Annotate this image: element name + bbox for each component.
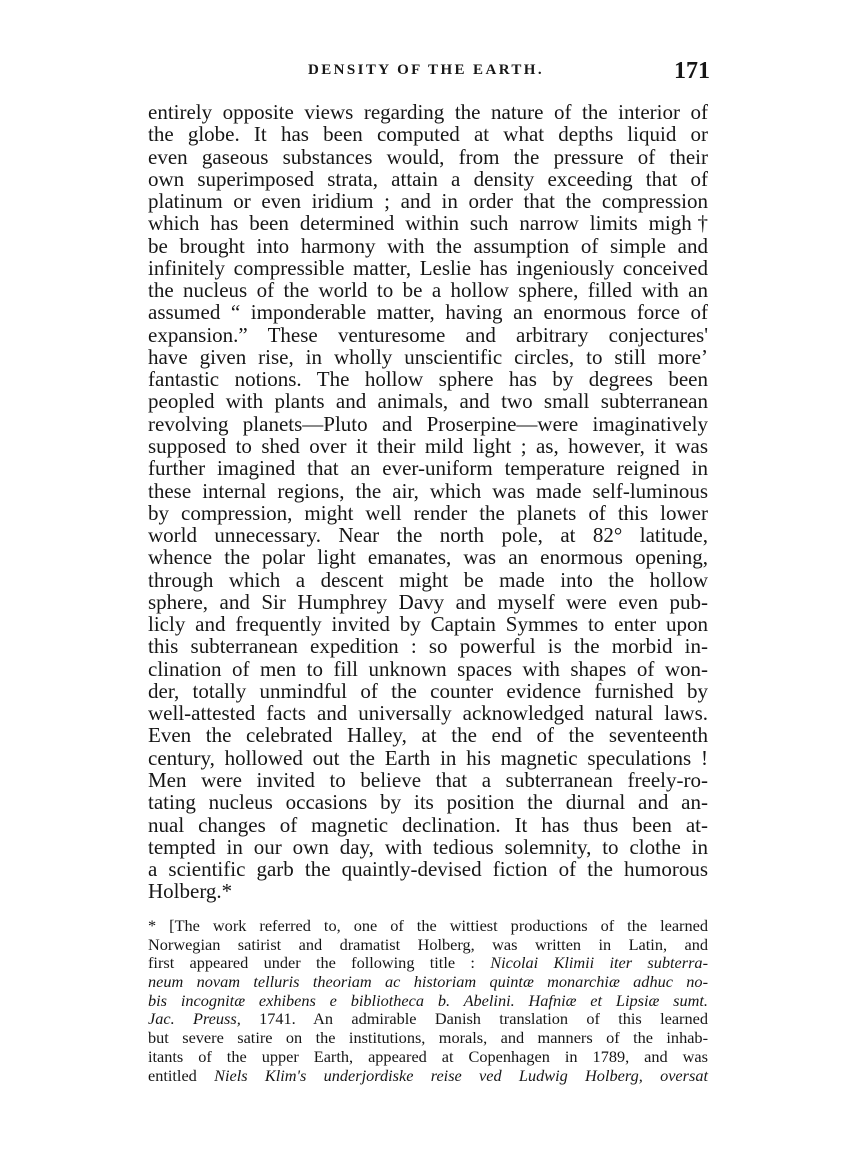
text-line: this subterranean expedition : so powerful is the morbid in- bbox=[148, 634, 708, 659]
text-line: supposed to shed over it their mild light ; as, however, it was bbox=[148, 433, 708, 458]
text-line: fantastic notions. The hollow sphere has by degrees been bbox=[148, 367, 708, 392]
text-line: Holberg.* bbox=[148, 879, 233, 904]
text-line: the nucleus of the world to be a hollow sphere, filled with an bbox=[148, 278, 708, 303]
footnote-line: bis incognitæ exhibens e bibliotheca b. Abelini. Hafniæ et Lipsiæ sumt. bbox=[148, 990, 708, 1010]
text-line: well-attested facts and universally acknowledged natural laws. bbox=[148, 701, 708, 726]
footnote-line: Norwegian satirist and dramatist Holberg, was written in Latin, and bbox=[148, 934, 708, 954]
footnote-line bbox=[148, 1067, 708, 1086]
text-line: assumed “ imponderable matter, having an enormous force of bbox=[148, 300, 708, 325]
text-line: have given rise, in wholly unscientific circles, to still more’ bbox=[148, 344, 708, 369]
text-line: sphere, and Sir Humphrey Davy and myself were even pub- bbox=[148, 589, 708, 614]
text-line: whence the polar light emanates, was an enormous opening, bbox=[148, 545, 708, 570]
text-line: these internal regions, the air, which was made self-luminous bbox=[148, 478, 708, 503]
page-number: 171 bbox=[674, 58, 710, 84]
text-line: expansion.” These venturesome and arbitrary conjectures' bbox=[148, 322, 708, 347]
footnote-line: * [The work referred to, one of the wittiest productions of the learned bbox=[148, 916, 708, 935]
text-line: tempted in our own day, with tedious solemnity, to clothe in bbox=[148, 834, 708, 859]
text-line: the globe. It has been computed at what depths liquid or bbox=[148, 122, 708, 147]
text-line: tating nucleus occasions by its position the diurnal and an- bbox=[148, 790, 708, 815]
footnote-text: entitled bbox=[148, 1065, 215, 1085]
text-line: Men were invited to believe that a subterranean freely-ro- bbox=[148, 767, 708, 792]
text-line: world unnecessary. Near the north pole, at 82° latitude, bbox=[148, 523, 708, 548]
footnote-latin-title: Nicolai Klimii iter subterra- bbox=[490, 953, 708, 973]
footnote-line: neum novam telluris theoriam ac historiam quintæ monarchiæ adhuc no- bbox=[148, 972, 708, 992]
footnote bbox=[148, 917, 708, 1085]
text-line: licly and frequently invited by Captain Symmes to enter upon bbox=[148, 612, 708, 637]
text-line: by compression, might well render the planets of this lower bbox=[148, 500, 708, 525]
footnote-line: but severe satire on the institutions, morals, and manners of the inhab- bbox=[148, 1028, 708, 1048]
footnote-text: first appeared under the following title : bbox=[148, 953, 491, 973]
footnote-line bbox=[148, 1010, 708, 1029]
text-line: a scientific garb the quaintly-devised fiction of the humorous bbox=[148, 857, 708, 882]
footnote-danish-title: Niels Klim's underjordiske reise ved Ludwig Holberg, oversat bbox=[214, 1065, 708, 1085]
text-line: entirely opposite views regarding the nature of the interior of bbox=[148, 100, 708, 124]
main-text bbox=[148, 101, 708, 903]
text-line: through which a descent might be made into the hollow bbox=[148, 567, 708, 592]
text-line: be brought into harmony with the assumption of simple and bbox=[148, 233, 708, 258]
text-line: clination of men to fill unknown spaces with shapes of won- bbox=[148, 656, 708, 681]
running-head: DENSITY OF THE EARTH. bbox=[308, 62, 545, 78]
text-line: nual changes of magnetic declination. It has thus been at- bbox=[148, 812, 708, 837]
text-line: revolving planets—Pluto and Proserpine—were imaginatively bbox=[148, 411, 708, 436]
text-line: platinum or even iridium ; and in order that the compression bbox=[148, 189, 708, 214]
text-line: century, hollowed out the Earth in his magnetic speculations ! bbox=[148, 745, 708, 770]
text-line: der, totally unmindful of the counter evidence furnished by bbox=[148, 678, 708, 703]
text-line: infinitely compressible matter, Leslie has ingeniously conceived bbox=[148, 255, 708, 280]
footnote-text: 1741. An admirable Danish translation of this learned bbox=[240, 1009, 708, 1029]
footnote-line bbox=[148, 954, 708, 973]
text-line: further imagined that an ever-uniform temperature reigned in bbox=[148, 456, 708, 481]
text-line: own superimposed strata, attain a density exceeding that of bbox=[148, 166, 708, 191]
footnote-line: itants of the upper Earth, appeared at Copenhagen in 1789, and was bbox=[148, 1046, 708, 1066]
text-line: Even the celebrated Halley, at the end of the seventeenth bbox=[148, 723, 708, 748]
text-line: which has been determined within such narrow limits migh† bbox=[148, 211, 708, 236]
text-line: even gaseous substances would, from the pressure of their bbox=[148, 144, 708, 169]
page-header bbox=[148, 58, 710, 88]
footnote-publisher: Jac. Preuss, bbox=[148, 1009, 241, 1029]
text-line: peopled with plants and animals, and two small subterranean bbox=[148, 389, 708, 414]
